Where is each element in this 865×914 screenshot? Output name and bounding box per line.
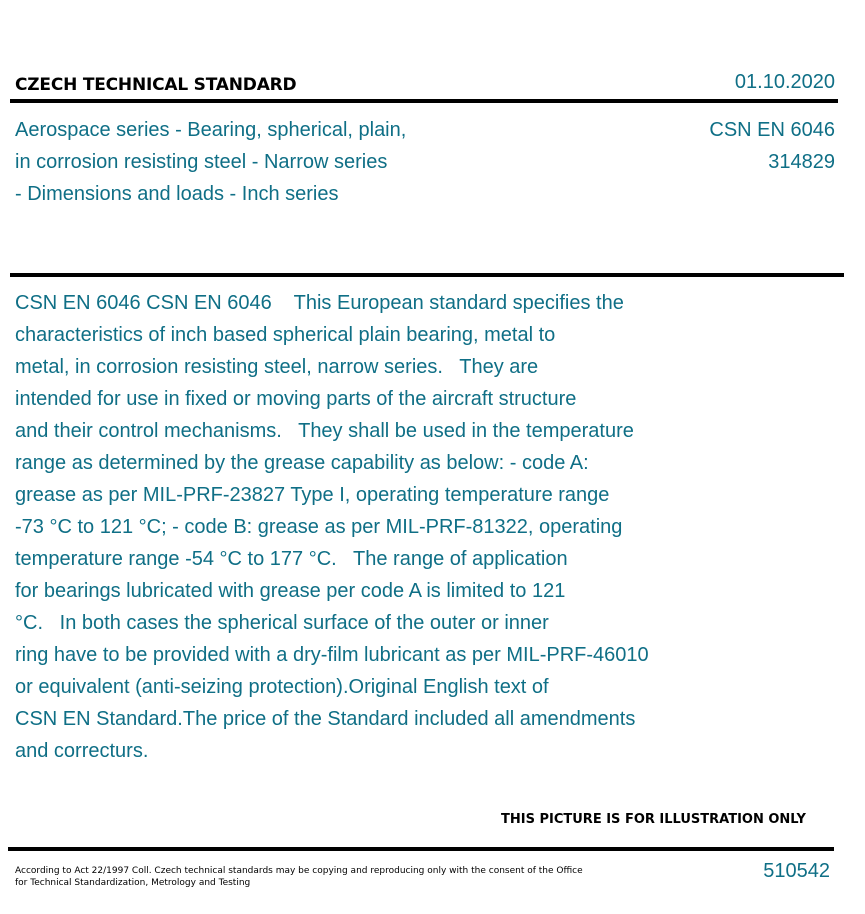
abstract-line: CSN EN 6046 CSN EN 6046 This European standard specifies the — [15, 292, 624, 314]
abstract-line: for bearings lubricated with grease per code A is limited to 121 — [15, 580, 566, 602]
abstract-line: intended for use in fixed or moving parts of the aircraft structure — [15, 388, 577, 410]
abstract-line: characteristics of inch based spherical plain bearing, metal to — [15, 324, 556, 346]
title-line: Aerospace series - Bearing, spherical, plain, — [15, 119, 407, 141]
abstract-line: metal, in corrosion resisting steel, narrow series. They are — [15, 356, 539, 378]
title-divider — [10, 273, 844, 277]
title-line: in corrosion resisting steel - Narrow series — [15, 151, 388, 173]
abstract-text — [15, 287, 715, 767]
document-number: 510542 — [763, 860, 830, 882]
publication-date: 01.10.2020 — [734, 71, 835, 93]
abstract-line: ring have to be provided with a dry-film lubricant as per MIL-PRF-46010 — [15, 644, 649, 666]
abstract-line: grease as per MIL-PRF-23827 Type I, operating temperature range — [15, 484, 610, 506]
footer-divider — [8, 847, 834, 851]
abstract-line: temperature range -54 °C to 177 °C. The range of application — [15, 548, 568, 570]
abstract-line: range as determined by the grease capability as below: - code A: — [15, 452, 589, 474]
abstract-line: or equivalent (anti-seizing protection).Original English text of — [15, 676, 549, 698]
standard-code: CSN EN 6046 — [709, 119, 835, 141]
legal-notice-line: According to Act 22/1997 Coll. Czech technical standards may be copying and reproducing only with the consent of the Office — [15, 866, 583, 876]
standard-title — [15, 114, 406, 210]
legal-notice-line: for Technical Standardization, Metrology and Testing — [15, 878, 251, 888]
header-divider — [10, 99, 838, 103]
abstract-line: and their control mechanisms. They shall be used in the temperature — [15, 420, 634, 442]
title-line: - Dimensions and loads - Inch series — [15, 183, 339, 205]
abstract-line: -73 °C to 121 °C; - code B: grease as per MIL-PRF-81322, operating — [15, 516, 623, 538]
legal-notice — [15, 865, 615, 889]
document-type-label: CZECH TECHNICAL STANDARD — [15, 75, 297, 95]
abstract-line: °C. In both cases the spherical surface of the outer or inner — [15, 612, 549, 634]
abstract-line: and correcturs. — [15, 740, 149, 762]
standard-codes — [709, 114, 835, 178]
abstract-line: CSN EN Standard.The price of the Standard included all amendments — [15, 708, 636, 730]
catalog-number: 314829 — [768, 151, 835, 173]
illustration-disclaimer: THIS PICTURE IS FOR ILLUSTRATION ONLY — [501, 812, 806, 827]
